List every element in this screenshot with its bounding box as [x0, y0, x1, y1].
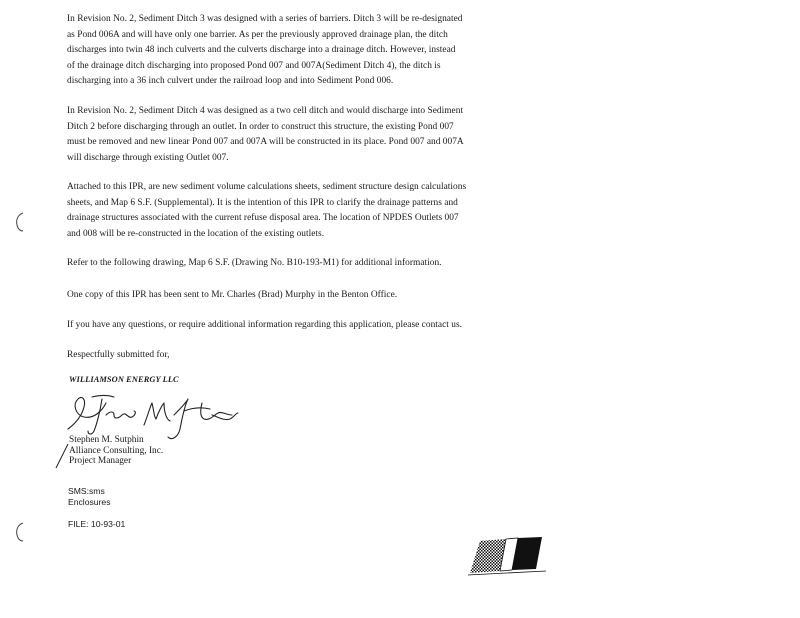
text-line: discharges into twin 48 inch culverts and the culverts discharge into a drainage ditch. However, instead — [67, 45, 456, 55]
binder-hole-icon — [14, 521, 24, 543]
text-line: In Revision No. 2, Sediment Ditch 3 was designed with a series of barriers. Ditch 3 will be re-designated — [67, 14, 463, 24]
signature-block — [69, 435, 163, 467]
closing-line — [67, 348, 537, 364]
paragraph-copy-sent — [67, 288, 537, 304]
text-line: will discharge through existing Outlet 007. — [67, 152, 229, 163]
pen-stroke-mark — [54, 442, 70, 470]
text-line: discharging into a 36 inch culvert under the railroad loop and into Sediment Pond 006. — [67, 76, 394, 86]
text-line: Attached to this IPR, are new sediment volume calculations sheets, sediment structure design calculations — [67, 182, 467, 192]
text-line: and 008 will be re-constructed in the location of the existing outlets. — [67, 228, 325, 239]
text-line: One copy of this IPR has been sent to Mr. Charles (Brad) Murphy in the Benton Office. — [67, 290, 398, 300]
paragraph-contact — [67, 318, 537, 334]
text-line: In Revision No. 2, Sediment Ditch 4 was designed as a two cell ditch and would discharge into Sediment — [67, 106, 464, 116]
text-line: Ditch 2 before discharging through an outlet. In order to construct this structure, the existing Pond 007 — [67, 121, 454, 132]
text-line: must be removed and new linear Pond 007 and 007A will be constructed in its place. Pond 007 and 007A — [67, 137, 464, 147]
paragraph-attachments — [67, 180, 537, 242]
signer-firm: Alliance Consulting, Inc. — [69, 445, 164, 456]
text-line: Respectfully submitted for, — [67, 350, 170, 360]
text-line: If you have any questions, or require additional information regarding this application, please contact us. — [67, 320, 462, 330]
file-number: FILE: 10-93-01 — [68, 519, 126, 529]
binder-hole-icon — [14, 211, 24, 233]
enclosures-note: Enclosures — [68, 497, 111, 507]
text-line: sheets, and Map 6 S.F. (Supplemental). It is the intention of this IPR to clarify the drainage patterns and — [67, 197, 458, 208]
text-line: as Pond 006A and will have only one barrier. As per the previously approved drainage plan, the ditch — [67, 29, 448, 40]
paragraph-sediment-ditch-4 — [67, 104, 537, 166]
scanned-stamp-icon — [466, 535, 548, 577]
typist-initials: SMS:sms — [68, 486, 105, 496]
signer-name: Stephen M. Sutphin — [69, 435, 144, 445]
paragraph-drawing-reference — [67, 256, 537, 272]
text-line: drainage structures associated with the current refuse disposal area. The location of NPDES Outlets 007 — [67, 213, 459, 223]
initials-block — [68, 486, 111, 508]
paragraph-sediment-ditch-3 — [67, 12, 537, 90]
signer-title: Project Manager — [69, 456, 132, 466]
text-line: of the drainage ditch discharging into proposed Pond 007 and 007A(Sediment Ditch 4), the ditch is — [67, 60, 441, 71]
company-name: WILLIAMSON ENERGY LLC — [69, 375, 179, 384]
text-line: Refer to the following drawing, Map 6 S.F. (Drawing No. B10-193-M1) for additional information. — [67, 258, 442, 268]
